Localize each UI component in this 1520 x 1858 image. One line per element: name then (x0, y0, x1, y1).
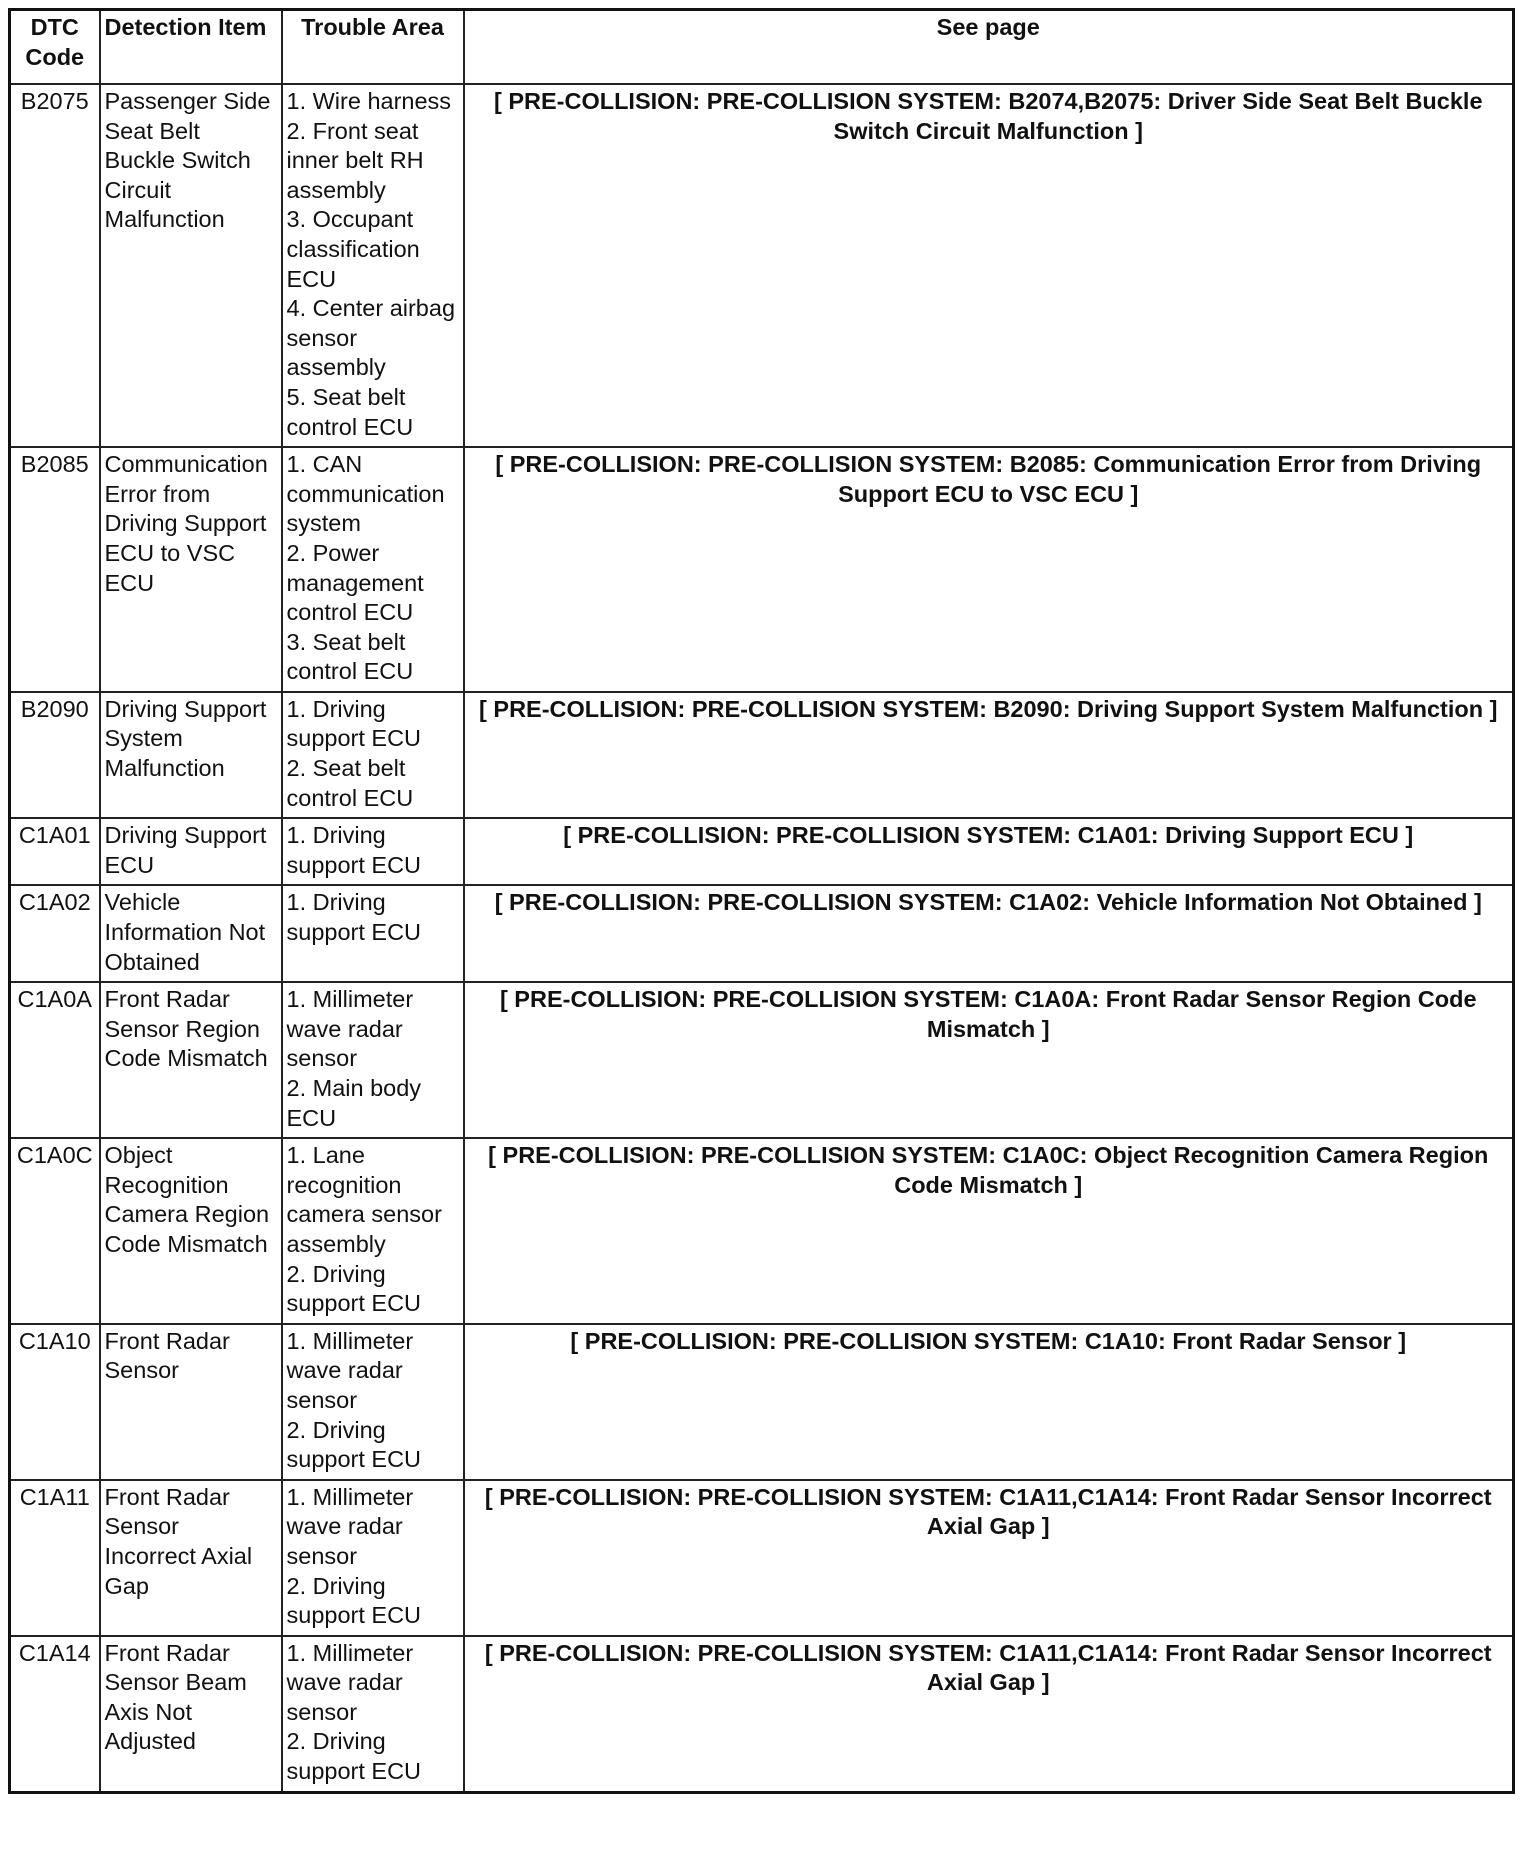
trouble-area-cell (282, 1480, 464, 1636)
trouble-area-item: 2. Driving support ECU (286, 1728, 422, 1785)
trouble-area-cell (282, 692, 464, 818)
table-row (10, 982, 1514, 1138)
trouble-area-item: 2. Main body ECU (286, 1075, 422, 1131)
see-page-link[interactable]: [ PRE-COLLISION: PRE-COLLISION SYSTEM: C1A10: Front Radar Sensor ] (464, 1324, 1514, 1480)
see-page-link[interactable]: [ PRE-COLLISION: PRE-COLLISION SYSTEM: B2074,B2075: Driver Side Seat Belt Buckle Switch Circuit Malfunction ] (464, 84, 1514, 447)
see-page-link[interactable]: [ PRE-COLLISION: PRE-COLLISION SYSTEM: C1A0A: Front Radar Sensor Region Code Mismatch ] (464, 982, 1514, 1138)
trouble-area-item: 1. CAN communication system (286, 451, 445, 537)
trouble-area-item: 1. Driving support ECU (286, 822, 422, 878)
trouble-area-item: 1. Millimeter wave radar sensor (286, 1639, 414, 1725)
trouble-area-item: 3. Occupant classification ECU (286, 206, 420, 292)
table-row (10, 818, 1514, 885)
detection-item-cell: Front Radar Sensor Beam Axis Not Adjusted (100, 1636, 282, 1792)
trouble-area-item: 3. Seat belt control ECU (286, 628, 414, 685)
table-header-row (10, 10, 1514, 85)
detection-item-cell: Driving Support ECU (100, 818, 282, 885)
table-row (10, 885, 1514, 982)
trouble-area-item: 2. Driving support ECU (286, 1416, 422, 1473)
trouble-area-cell (282, 818, 464, 885)
see-page-link[interactable]: [ PRE-COLLISION: PRE-COLLISION SYSTEM: C1A0C: Object Recognition Camera Region Code Mismatch ] (464, 1138, 1514, 1324)
dtc-code-cell: B2090 (10, 692, 100, 818)
detection-item-cell: Object Recognition Camera Region Code Mismatch (100, 1138, 282, 1324)
detection-item-cell: Front Radar Sensor Incorrect Axial Gap (100, 1480, 282, 1636)
trouble-area-cell (282, 1636, 464, 1792)
trouble-area-item: 5. Seat belt control ECU (286, 383, 414, 440)
see-page-link[interactable]: [ PRE-COLLISION: PRE-COLLISION SYSTEM: C1A11,C1A14: Front Radar Sensor Incorrect Axial Gap ] (464, 1480, 1514, 1636)
trouble-area-item: 2. Driving support ECU (286, 1260, 422, 1317)
trouble-area-item: 1. Driving support ECU (286, 695, 422, 752)
dtc-code-cell: C1A14 (10, 1636, 100, 1792)
trouble-area-item: 1. Driving support ECU (286, 889, 422, 946)
header-dtc-code: DTC Code (10, 10, 100, 85)
trouble-area-cell (282, 1324, 464, 1480)
detection-item-cell: Communication Error from Driving Support ECU to VSC ECU (100, 447, 282, 692)
dtc-code-cell: C1A0C (10, 1138, 100, 1324)
detection-item-cell: Front Radar Sensor Region Code Mismatch (100, 982, 282, 1138)
table-row (10, 692, 1514, 818)
dtc-code-cell: C1A0A (10, 982, 100, 1138)
trouble-area-item: 4. Center airbag sensor assembly (286, 295, 456, 381)
trouble-area-item: 1. Millimeter wave radar sensor (286, 986, 414, 1072)
table-row (10, 1138, 1514, 1324)
trouble-area-cell (282, 982, 464, 1138)
trouble-area-item: 2. Power management control ECU (286, 539, 424, 626)
trouble-area-cell (282, 447, 464, 692)
detection-item-cell: Front Radar Sensor (100, 1324, 282, 1480)
header-trouble-area: Trouble Area (282, 10, 464, 85)
dtc-code-cell: C1A10 (10, 1324, 100, 1480)
table-row (10, 1480, 1514, 1636)
detection-item-cell: Driving Support System Malfunction (100, 692, 282, 818)
detection-item-cell: Passenger Side Seat Belt Buckle Switch Circuit Malfunction (100, 84, 282, 447)
trouble-area-item: 1. Lane recognition camera sensor assembly (286, 1142, 442, 1257)
trouble-area-item: 1. Wire harness (286, 88, 452, 114)
trouble-area-item: 1. Millimeter wave radar sensor (286, 1327, 414, 1413)
dtc-code-cell: B2085 (10, 447, 100, 692)
table-row (10, 84, 1514, 447)
table-row (10, 1324, 1514, 1480)
trouble-area-item: 2. Front seat inner belt RH assembly (286, 117, 424, 203)
trouble-area-item: 1. Millimeter wave radar sensor (286, 1483, 414, 1569)
header-detection-item: Detection Item (100, 10, 282, 85)
see-page-link[interactable]: [ PRE-COLLISION: PRE-COLLISION SYSTEM: B2085: Communication Error from Driving Support ECU to VSC ECU ] (464, 447, 1514, 692)
header-see-page: See page (464, 10, 1514, 85)
see-page-link[interactable]: [ PRE-COLLISION: PRE-COLLISION SYSTEM: C1A01: Driving Support ECU ] (464, 818, 1514, 885)
trouble-area-cell (282, 885, 464, 982)
table-row (10, 1636, 1514, 1792)
trouble-area-cell (282, 84, 464, 447)
dtc-table (8, 8, 1515, 1794)
dtc-code-cell: C1A02 (10, 885, 100, 982)
detection-item-cell: Vehicle Information Not Obtained (100, 885, 282, 982)
trouble-area-item: 2. Seat belt control ECU (286, 755, 414, 811)
see-page-link[interactable]: [ PRE-COLLISION: PRE-COLLISION SYSTEM: B2090: Driving Support System Malfunction ] (464, 692, 1514, 818)
see-page-link[interactable]: [ PRE-COLLISION: PRE-COLLISION SYSTEM: C1A02: Vehicle Information Not Obtained ] (464, 885, 1514, 982)
table-body (10, 84, 1514, 1792)
trouble-area-cell (282, 1138, 464, 1324)
dtc-code-cell: C1A11 (10, 1480, 100, 1636)
see-page-link[interactable]: [ PRE-COLLISION: PRE-COLLISION SYSTEM: C1A11,C1A14: Front Radar Sensor Incorrect Axial Gap ] (464, 1636, 1514, 1792)
dtc-code-cell: B2075 (10, 84, 100, 447)
dtc-code-cell: C1A01 (10, 818, 100, 885)
trouble-area-item: 2. Driving support ECU (286, 1572, 422, 1629)
table-row (10, 447, 1514, 692)
